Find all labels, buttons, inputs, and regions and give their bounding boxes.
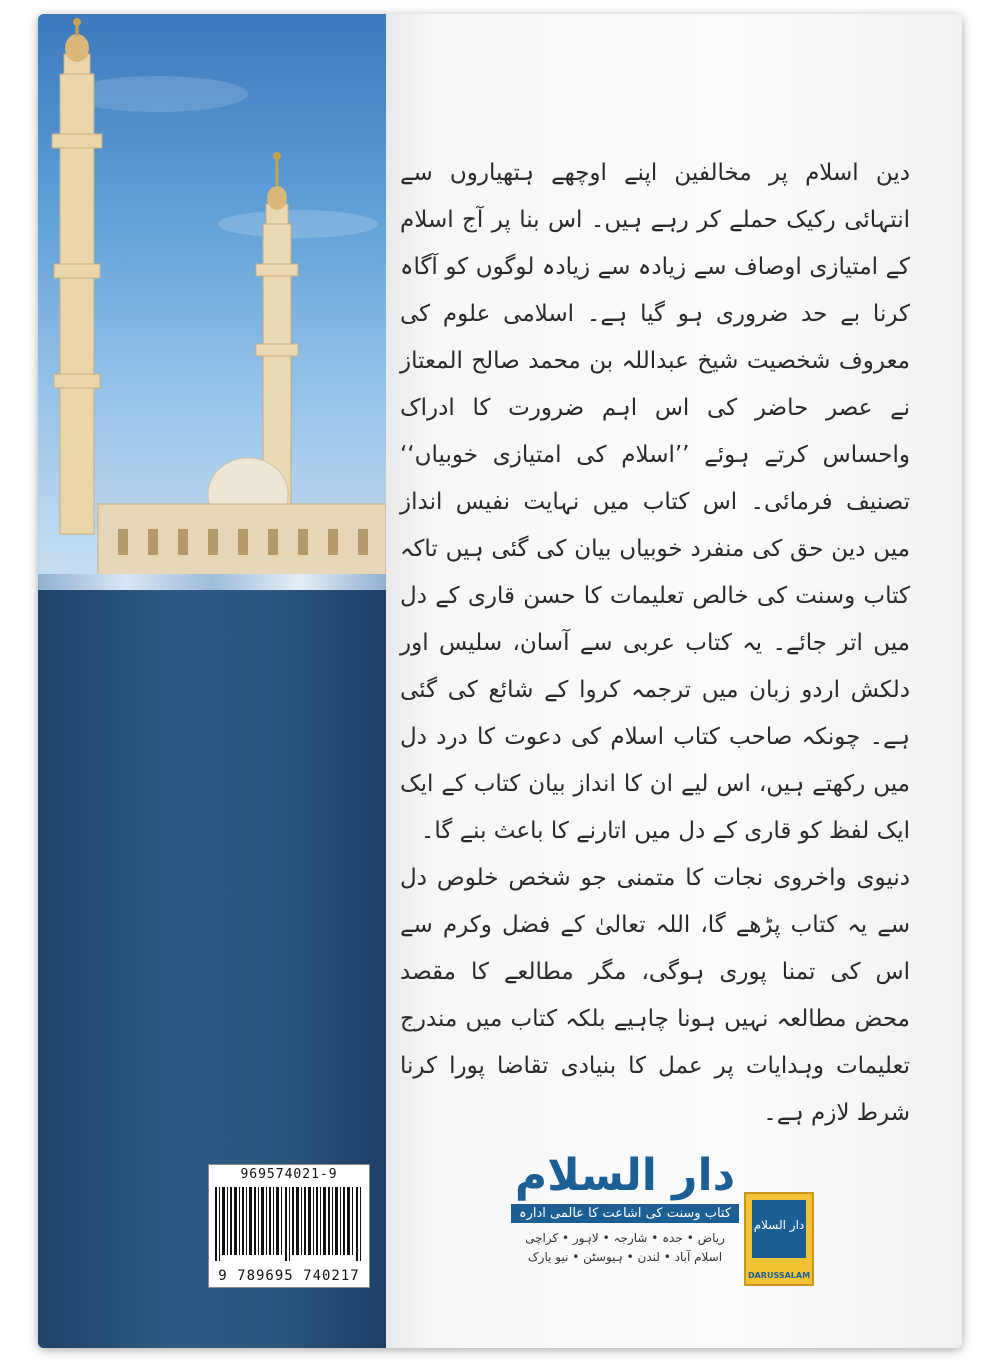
isbn-bottom-text: 9 789695 740217: [218, 1268, 360, 1284]
logo-emblem: [752, 1200, 806, 1258]
mosque-photo: [38, 14, 386, 580]
paragraph-1: دین اسلام پر مخالفین اپنے اوچھے ہتھیاروں سے انتہائی رکیک حملے کر رہے ہیں۔ اس بنا پر آج اسلام کے امتیازی اوصاف سے زیادہ سے زیادہ لوگوں کو آگاہ کرنا بے حد ضروری ہو گیا ہے۔ اسلامی علوم کی معروف شخصیت شیخ عبداللہ بن محمد صالح المعتاز نے عصر حاضر کی اس اہم ضرورت کا ادراک واحساس کرتے ہوئے ’’اسلام کی امتیازی خوبیاں‘‘ تصنیف فرمائی۔ اس کتاب میں نہایت نفیس انداز میں دین حق کی منفرد خوبیاں بیان کی گئی ہیں تاکہ کتاب وسنت کی خالص تعلیمات کا حسن قاری کے دل میں اتر جائے۔ یہ کتاب عربی سے آسان، سلیس اور دلکش اردو زبان میں ترجمہ کروا کے شائع کی گئی ہے۔ چونکہ صاحب کتاب اسلام کی دعوت کا درد دل میں رکھتے ہیں، اس لیے ان کا انداز بیان کتاب کے ایک ایک لفظ کو قاری کے دل میں اتارنے کا باعث بنے گا۔: [400, 160, 910, 844]
publisher-tagline: کتاب وسنت کی اشاعت کا عالمی ادارہ: [511, 1204, 739, 1223]
paragraph-2: دنیوی واخروی نجات کا متمنی جو شخص خلوص دل سے یہ کتاب پڑھے گا، اللہ تعالیٰ کے فضل وکرم سے اس کی تمنا پوری ہوگی، مگر مطالعے کا مقصد محض مطالعہ نہیں ہونا چاہیے بلکہ کتاب میں مندرج تعلیمات وہدایات پر عمل کا بنیادی تقاضا پورا کرنا شرط لازم ہے۔: [400, 865, 910, 1126]
barcode-bars: [215, 1187, 363, 1261]
logo-wordmark: DARUSSALAM: [747, 1271, 811, 1280]
publisher-cities: [505, 1229, 745, 1267]
publisher-block: [505, 1150, 745, 1290]
cities-line-2: اسلام آباد • لندن • ہیوسٹن • نیو یارک: [527, 1250, 723, 1264]
description-text: [400, 150, 910, 1137]
publisher-logo-icon: [744, 1192, 814, 1286]
logo-arabic-text: دار السلام: [753, 1218, 805, 1232]
isbn-top-text: 969574021-9: [240, 1167, 338, 1182]
barcode-label: [208, 1164, 370, 1288]
foil-strip: [38, 574, 386, 590]
left-decorative-panel: [38, 14, 386, 1348]
mosque-minarets-illustration: [38, 14, 386, 580]
cities-line-1: ریاض • جدہ • شارجہ • لاہور • کراچی: [525, 1231, 725, 1245]
publisher-name: دار السلام: [514, 1150, 736, 1201]
